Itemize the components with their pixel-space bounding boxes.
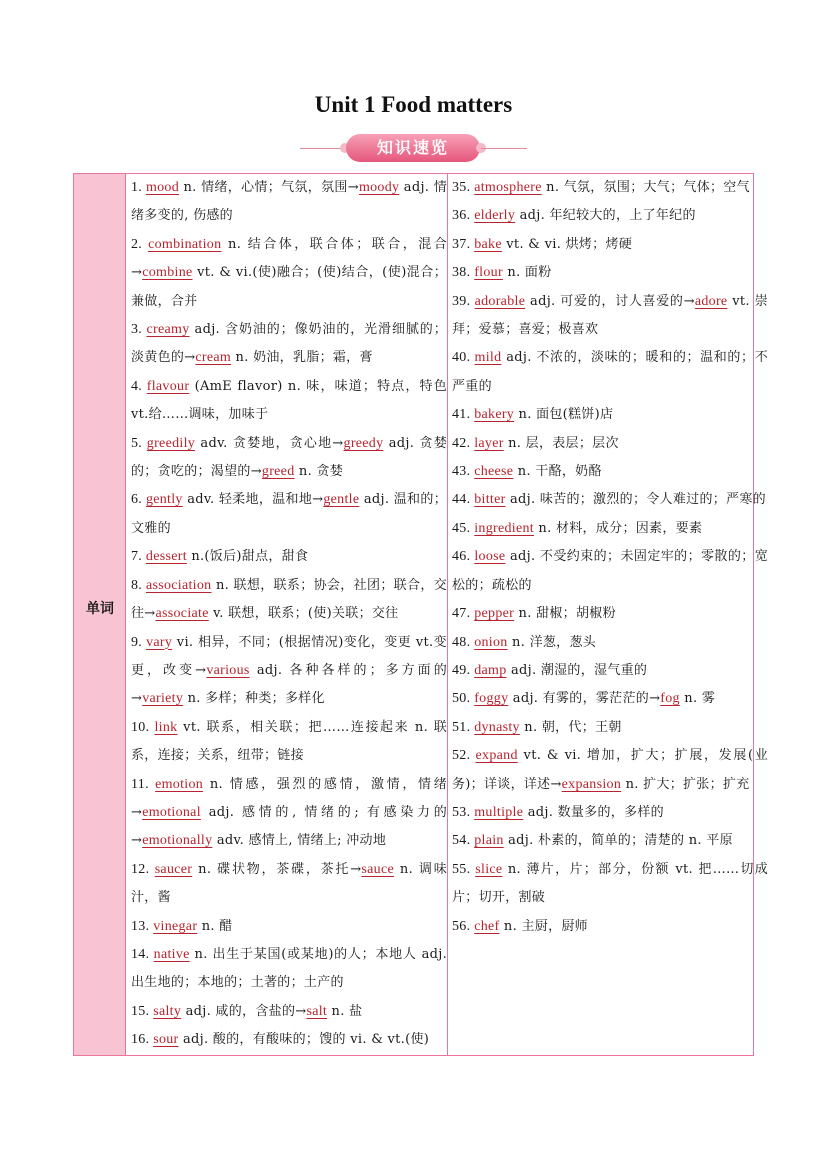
vocab-definition: adj. 不浓的，淡味的；暖和的；温和的；不严重的 xyxy=(452,350,768,394)
vocab-word: moody xyxy=(358,180,400,195)
vocab-definition: n. 结合体，联合体；联合，混合→ xyxy=(131,236,448,281)
entry-number: 14. xyxy=(131,946,154,962)
vocab-word: various xyxy=(206,662,250,678)
vocab-word: creamy xyxy=(146,322,190,338)
vocab-definition: n. 洋葱，葱头 xyxy=(507,634,597,650)
vocab-definition: n. 朝，代；王朝 xyxy=(519,719,622,735)
entry-number: 38. xyxy=(452,265,475,281)
vocab-word: dynasty xyxy=(474,719,520,735)
vocab-entry xyxy=(452,799,768,827)
banner-right-line xyxy=(481,148,527,149)
vocab-word: elderly xyxy=(474,208,516,224)
vocab-entry xyxy=(131,913,447,941)
category-cell xyxy=(74,174,126,1055)
vocab-entry xyxy=(452,742,768,799)
vocab-definition: adj. 年纪较大的，上了年纪的 xyxy=(515,208,696,224)
left-column xyxy=(131,174,447,1055)
vocab-entry xyxy=(452,401,768,429)
entry-number: 53. xyxy=(452,804,475,820)
vocab-word: sour xyxy=(153,1032,179,1048)
entry-number: 56. xyxy=(452,918,475,934)
vocab-definition: (AmE flavor) n. 味，味道；特点，特色 vt.给……调味，加味于 xyxy=(131,378,447,423)
vocab-entry xyxy=(131,316,447,373)
vocab-definition: adj. 味苦的；激烈的；令人难过的；严寒的 xyxy=(505,492,766,508)
entry-number: 49. xyxy=(452,662,475,678)
vocab-word: greedy xyxy=(343,435,384,451)
vocab-entry xyxy=(131,856,447,913)
entry-number: 52. xyxy=(452,748,476,764)
vocab-word: fog xyxy=(660,691,680,707)
vocab-definition: adj. 温和的；文雅的 xyxy=(131,492,447,536)
vocab-word: mood xyxy=(145,180,180,195)
vocab-entry xyxy=(452,657,768,685)
vocab-word: combine xyxy=(142,265,193,281)
vocab-word: bitter xyxy=(474,492,506,508)
vocab-word: slice xyxy=(475,861,503,877)
vocab-definition: n. 碟状物，茶碟，茶托→ xyxy=(192,861,362,877)
vocab-entry xyxy=(131,486,447,543)
entry-number: 3. xyxy=(131,322,147,338)
vocab-definition: vi. 相异，不同；(根据情况)变化，变更 vt.变更，改变→ xyxy=(131,634,447,678)
vocab-definition: n. 层，表层；层次 xyxy=(503,435,619,451)
vocab-word: link xyxy=(154,719,178,735)
vocab-entry xyxy=(131,543,447,571)
vocab-definition: adv. 感情上, 情绪上; 冲动地 xyxy=(212,833,387,849)
entry-number: 1. xyxy=(131,180,146,195)
vocab-word: dessert xyxy=(145,549,187,565)
vocab-definition: n. 面包(糕饼)店 xyxy=(514,407,614,423)
entry-number: 37. xyxy=(452,236,475,252)
entry-number: 51. xyxy=(452,719,475,735)
vocab-word: greed xyxy=(261,464,295,480)
banner-label: 知识速览 xyxy=(346,134,480,162)
vocab-definition: n. 面粉 xyxy=(502,265,552,281)
vocab-word: vinegar xyxy=(153,918,198,934)
vocab-definition: n. 气氛，氛围；大气；气体；空气 xyxy=(541,180,750,195)
vocab-entry xyxy=(131,941,447,998)
vocab-definition: n. 盐 xyxy=(327,1003,363,1019)
vocab-entry xyxy=(452,486,768,514)
vocab-word: gentle xyxy=(323,492,360,508)
vocab-word: ingredient xyxy=(474,520,534,536)
vocab-definition: vt. & vi. 烘烤；烤硬 xyxy=(501,236,633,252)
vocab-definition: adj. 咸的，含盐的→ xyxy=(181,1003,307,1019)
vocab-definition: n. 醋 xyxy=(197,918,233,934)
vocab-word: onion xyxy=(474,634,508,650)
vocab-definition: n. 调味汁，酱 xyxy=(131,861,447,906)
entry-number: 45. xyxy=(452,520,475,536)
vocab-definition: adj. 感情的, 情绪的; 有感染力的→ xyxy=(131,804,447,849)
entry-number: 48. xyxy=(452,634,475,650)
vocab-definition: n. 多样；种类；多样化 xyxy=(183,691,325,707)
vocab-definition: adv. 轻柔地，温和地→ xyxy=(182,492,324,508)
vocab-word: salt xyxy=(306,1003,328,1019)
vocab-entry xyxy=(452,856,768,913)
vocab-word: association xyxy=(145,577,212,593)
entry-number: 10. xyxy=(131,719,155,735)
vocab-word: saucer xyxy=(154,861,193,877)
vocab-definition: n. 出生于某国(或某地)的人；本地人 adj. 出生地的；本地的；土著的；土产的 xyxy=(131,946,448,991)
vocab-word: vary xyxy=(146,634,173,650)
entry-number: 40. xyxy=(452,350,475,366)
vocab-definition: vt. 崇拜；爱慕；喜爱；极喜欢 xyxy=(452,293,768,338)
entry-number: 41. xyxy=(452,407,475,423)
entry-number: 42. xyxy=(452,435,475,451)
vocab-word: chef xyxy=(474,918,500,934)
vocab-word: expand xyxy=(475,748,518,764)
entry-number: 8. xyxy=(131,577,146,593)
vocab-entry xyxy=(131,430,447,487)
entry-number: 43. xyxy=(452,464,475,480)
entry-number: 54. xyxy=(452,833,475,849)
entry-number: 47. xyxy=(452,606,475,622)
vocab-definition: n. 雾 xyxy=(679,691,716,707)
vocab-word: bakery xyxy=(474,407,515,423)
vocab-definition: n.(饭后)甜点，甜食 xyxy=(186,549,309,565)
entry-number: 6. xyxy=(131,492,146,508)
vocab-word: multiple xyxy=(474,804,524,820)
vocab-word: combination xyxy=(148,236,222,252)
vocab-entry xyxy=(131,373,447,430)
vocab-definition: adv. 贪婪地，贪心地→ xyxy=(195,435,344,451)
vocab-entry xyxy=(131,231,447,316)
vocab-word: sauce xyxy=(361,861,394,877)
vocab-definition: adj. 可爱的，讨人喜爱的→ xyxy=(525,293,695,309)
vocab-word: emotional xyxy=(142,804,201,820)
vocab-entry xyxy=(452,827,768,855)
vocab-definition: adj. 朴素的，简单的；清楚的 n. 平原 xyxy=(503,833,733,849)
vocab-entry xyxy=(452,685,768,713)
vocab-definition: vt. & vi. 增加，扩大；扩展，发展(业务)；详谈，详述→ xyxy=(452,748,768,792)
vocab-word: adorable xyxy=(474,293,526,309)
page-title: Unit 1 Food matters xyxy=(314,92,513,117)
vocab-definition: adj. 数量多的，多样的 xyxy=(523,804,664,820)
vocab-table xyxy=(73,173,769,1056)
vocab-entry xyxy=(452,629,768,657)
vocab-word: expansion xyxy=(561,776,622,792)
entry-number: 36. xyxy=(452,208,475,224)
vocab-definition: vt. & vi.(使)融合；(使)结合，(使)混合；兼做，合并 xyxy=(131,265,447,309)
vocab-word: flavour xyxy=(146,378,190,394)
vocab-definition: n. 情感，强烈的感情，激情，情绪→ xyxy=(131,776,448,820)
vocab-entry xyxy=(452,202,768,230)
vocab-word: greedily xyxy=(146,435,196,451)
vocab-entry xyxy=(131,714,447,771)
vocab-word: variety xyxy=(142,691,184,707)
vocab-word: native xyxy=(153,946,190,962)
entry-number: 12. xyxy=(131,861,155,877)
vocab-entry xyxy=(131,174,447,231)
vocab-word: bake xyxy=(474,236,502,252)
vocab-definition: n. 情绪，心情；气氛，氛围→ xyxy=(179,180,359,195)
vocab-definition: adj. 情绪多变的, 伤感的 xyxy=(131,180,447,224)
vocab-entry xyxy=(452,913,768,941)
vocab-definition: n. 贪婪 xyxy=(294,464,344,480)
vocab-word: layer xyxy=(474,435,504,451)
vocab-definition: adj. 酸的，有酸味的；馊的 vi. & vt.(使) xyxy=(178,1032,430,1048)
entry-number: 9. xyxy=(131,634,147,650)
entry-number: 13. xyxy=(131,918,154,934)
vocab-entry xyxy=(131,1026,447,1054)
vocab-definition: n. 材料，成分；因素，要素 xyxy=(533,520,703,536)
section-banner xyxy=(300,134,527,164)
vocab-word: pepper xyxy=(474,606,515,622)
vocab-entry xyxy=(131,998,447,1026)
vocab-word: associate xyxy=(155,606,209,622)
entry-number: 44. xyxy=(452,492,475,508)
vocab-entry xyxy=(452,714,768,742)
vocab-entry xyxy=(452,515,768,543)
vocab-entry xyxy=(452,458,768,486)
vocab-definition: n. 奶油，乳脂；霜，膏 xyxy=(231,350,373,366)
vocab-definition: adj. 有雾的，雾茫茫的→ xyxy=(508,691,661,707)
entry-number: 4. xyxy=(131,378,147,394)
vocab-entry xyxy=(452,430,768,458)
vocab-definition: n. 主厨，厨师 xyxy=(499,918,588,934)
vocab-word: loose xyxy=(474,549,506,565)
vocab-word: atmosphere xyxy=(474,180,542,195)
entry-number: 7. xyxy=(131,549,146,565)
vocab-entry xyxy=(452,259,768,287)
vocab-word: gently xyxy=(145,492,183,508)
vocab-word: foggy xyxy=(474,691,509,707)
right-column xyxy=(452,174,768,941)
entry-number: 39. xyxy=(452,293,475,309)
column-divider xyxy=(447,174,448,1055)
vocab-entry xyxy=(131,572,447,629)
entry-number: 50. xyxy=(452,691,475,707)
entry-number: 11. xyxy=(131,776,156,792)
vocab-definition: adj. 贪婪的；贪吃的；渴望的→ xyxy=(131,435,447,480)
vocab-entry xyxy=(452,543,768,600)
entry-number: 35. xyxy=(452,180,475,195)
vocab-definition: n. 干酪，奶酪 xyxy=(513,464,602,480)
vocab-definition: adj. 各种各样的；多方面的→ xyxy=(131,662,447,707)
vocab-word: cream xyxy=(195,350,232,366)
vocab-entry xyxy=(452,600,768,628)
vocab-definition: v. 联想，联系；(使)关联；交往 xyxy=(208,606,399,622)
vocab-definition: adj. 潮湿的，湿气重的 xyxy=(506,662,648,678)
entry-number: 5. xyxy=(131,435,147,451)
entry-number: 46. xyxy=(452,549,475,565)
category-label: 单词 xyxy=(86,601,114,617)
vocab-word: mild xyxy=(474,350,502,366)
vocab-word: adore xyxy=(694,293,728,309)
entry-number: 2. xyxy=(131,236,149,252)
vocab-entry xyxy=(452,344,768,401)
vocab-word: cheese xyxy=(474,464,514,480)
vocab-word: emotion xyxy=(155,776,204,792)
vocab-definition: n. 扩大；扩张；扩充 xyxy=(621,776,750,792)
vocab-definition: n. 联想，联系；协会，社团；联合，交往→ xyxy=(131,577,447,622)
vocab-entry xyxy=(131,629,447,714)
vocab-entry xyxy=(452,231,768,259)
vocab-definition: vt. 联系，相关联；把……连接起来 n. 联系，连接；关系，纽带；链接 xyxy=(131,719,448,764)
vocab-word: flour xyxy=(474,265,503,281)
vocab-entry xyxy=(452,288,768,345)
vocab-word: damp xyxy=(474,662,507,678)
entry-number: 15. xyxy=(131,1003,154,1019)
vocab-word: emotionally xyxy=(142,833,213,849)
vocab-word: salty xyxy=(153,1003,182,1019)
vocab-definition: adj. 含奶油的；像奶油的，光滑细腻的；淡黄色的→ xyxy=(131,322,447,366)
vocab-entry xyxy=(452,174,768,202)
vocab-definition: n. 薄片，片；部分，份额 vt. 把……切成片；切开，割破 xyxy=(452,861,769,906)
entry-number: 16. xyxy=(131,1032,154,1048)
vocab-definition: adj. 不受约束的；未固定牢的；零散的；宽松的；疏松的 xyxy=(452,549,768,593)
vocab-definition: n. 甜椒；胡椒粉 xyxy=(514,606,616,622)
vocab-word: plain xyxy=(474,833,504,849)
vocab-entry xyxy=(131,771,447,856)
entry-number: 55. xyxy=(452,861,476,877)
